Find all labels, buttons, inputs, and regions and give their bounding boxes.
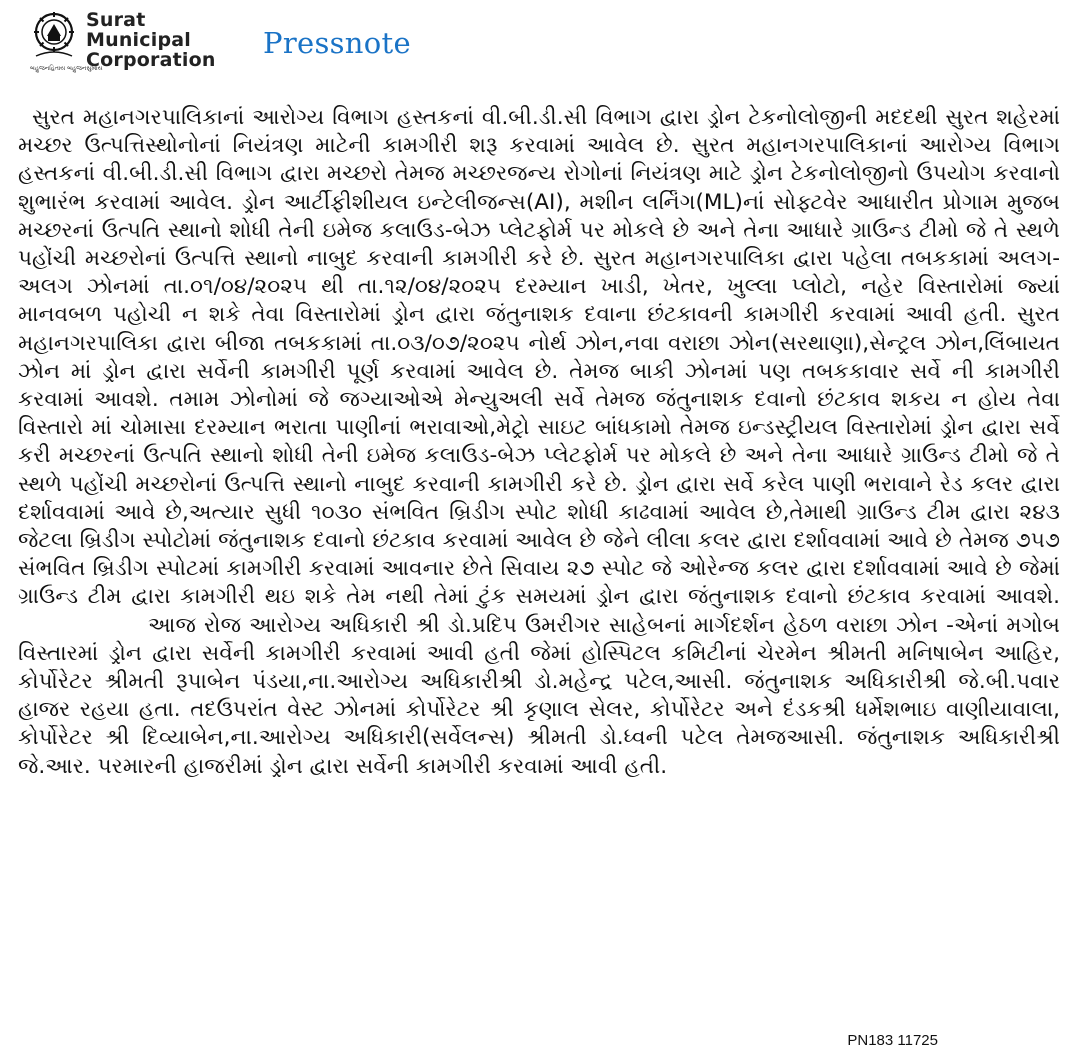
org-name [86,10,216,70]
press-release-body [18,104,1060,781]
body-part-2: આજ રોજ આરોગ્ય અધિકારી શ્રી ડો.પ્રદિપ ઉમરીગર સાહેબનાં માર્ગદર્શન હેઠળ વરાછા ઝોન -એનાં મગોબ વિસ્તારમાં ડ્રોન દ્વારા સર્વેની કામગીરી કરવામાં આવી હતી જેમાં હોસ્પિટલ કમિટીનાં ચેરમેન શ્રીમતી મનિષાબેન આહિર, કોર્પોરેટર શ્રીમતી રૂપાબેન પંડયા,ના.આરોગ્ય અધિકારીશ્રી ડો.મહેન્દ્ર પટેલ,આસી. જંતુનાશક અધિકારીશ્રી જે.બી.પવાર હાજર રહયા હતા. તદઉપરાંત વેસ્ટ ઝોનમાં કોર્પોરેટર શ્રી કૃણાલ સેલર, કોર્પોરેટર અને દંડકશ્રી ધર્મેશભાઇ વાણીયાવાલા, કોર્પોરેટર શ્રી દિવ્યાબેન,ના.આરોગ્ય અધિકારી(સર્વેલન્સ) શ્રીમતી ડો.ધ્વની પટેલ તેમજઆસી. જંતુનાશક અધિકારીશ્રી જે.આર. પરમારની હાજરીમાં ડ્રોન દ્વારા સર્વેની કામગીરી કરવામાં આવી હતી. [18,612,1060,779]
smc-logo [30,10,230,80]
org-name-line-2: Municipal [86,29,191,51]
body-part-1: સુરત મહાનગરપાલિકાનાં આરોગ્ય વિભાગ હસ્તકનાં વી.બી.ડી.સી વિભાગ દ્વારા ડ્રોન ટેકનોલોજીની મદદથી સુરત શહેરમાં મચ્છર ઉત્પત્તિસ્થોનોનાં નિયંત્રણ માટેની કામગીરી શરૂ કરવામાં આવેલ છે. સુરત મહાનગરપાલિકાનાં આરોગ્ય વિભાગ હસ્તકનાં વી.બી.ડી.સી વિભાગ દ્વારા મચ્છરો તેમજ મચ્છરજન્ય રોગોનાં નિયંત્રણ માટે ડ્રોન ટેકનોલોજીનો ઉપયોગ કરવાનો શુભારંભ કરવામાં આવેલ. ડ્રોન આર્ટીફીશીયલ ઇન્ટેલીજન્સ(AI), મશીન લર્નિંગ(ML)નાં સોફ્ટવેર આધારીત પ્રોગામ મુજબ મચ્છરનાં ઉત્પતિ સ્થાનો શોધી તેની ઇમેજ કલાઉડ-બેઝ પ્લેટફોર્મ પર મોકલે છે અને તેના આધારે ગ્રાઉન્ડ ટીમો જે તે સ્થળે પહોંચી મચ્છરોનાં ઉત્પત્તિ સ્થાનો નાબુદ કરવાની કામગીરી કરે છે. સુરત મહાનગરપાલિકા દ્વારા પહેલા તબકકામાં અલગ-અલગ ઝોનમાં તા.૦૧/૦૪/૨૦૨૫ થી તા.૧૨/૦૪/૨૦૨૫ દરમ્યાન ખાડી, ખેતર, ખુલ્લા પ્લોટો, નહેર વિસ્તારોમાં જ્યાં માનવબળ પહોચી ન શકે તેવા વિસ્તારોમાં ડ્રોન દ્વારા જંતુનાશક દવાના છંટકાવની કામગીરી કરવામાં આવી હતી. સુરત મહાનગરપાલિકા દ્વારા બીજા તબકકામાં તા.૦૩/૦૭/૨૦૨૫ નોર્થ ઝોન,નવા વરાછા ઝોન(સરથાણા),સેન્ટ્રલ ઝોન,લિંબાયત ઝોન માં ડ્રોન દ્વારા સર્વેની કામગીરી પૂર્ણ કરવામાં આવેલ છે. તેમજ બાકી ઝોનમાં પણ તબકકાવાર સર્વે ની કામગીરી કરવામાં આવશે. તમામ ઝોનોમાં જે જગ્યાઓએ મેન્યુઅલી સર્વે તેમજ જંતુનાશક દવાનો છંટકાવ શકય ન હોય તેવા વિસ્તારો માં ચોમાસા દરમ્યાન ભરાતા પાણીનાં ભરાવાઓ,મેટ્રો સાઇટ બાંધકામો તેમજ ઇન્ડસ્ટ્રીયલ વિસ્તારોમાં ડ્રોન દ્વારા સર્વે કરી મચ્છરનાં ઉત્પતિ સ્થાનો શોધી તેની ઇમેજ કલાઉડ-બેઝ પ્લેટફોર્મ પર મોકલે છે અને તેના આધારે ગ્રાઉન્ડ ટીમો જે તે સ્થળે પહોંચી મચ્છરોનાં ઉત્પત્તિ સ્થાનો નાબુદ કરવાની કામગીરી કરે છે. ડ્રોન દ્વારા સર્વે કરેલ પાણી ભરાવાને રેડ કલર દ્વારા દર્શાવવામાં આવે છે,અત્યાર સુધી ૧૦૩૦ સંભવિત બ્રિડીગ સ્પોટ શોધી કાઢવામાં આવેલ છે,તેમાથી ગ્રાઉન્ડ ટીમ દ્વારા ૨૪૩ જેટલા બ્રિડીગ સ્પોટોમાં જંતુનાશક દવાનો છંટકાવ કરવામાં આવેલ છે જેને લીલા કલર દ્વારા દર્શાવવામાં આવે છે તેમજ ૭૫૭ સંભવિત બ્રિડીગ સ્પોટમાં કામગીરી કરવામાં આવનાર છેતે સિવાય ૨૭ સ્પોટ જે ઓરેન્જ કલર દ્વારા દર્શાવવામાં આવે છે જેમાં ગ્રાઉન્ડ ટીમ દ્વારા કામગીરી થઇ શકે તેમ નથી તેમાં ટુંક સમયમાં ડ્રોન દ્વારા જંતુનાશક દવાનો છંટકાવ કરવામાં આવશે. [18,105,1060,610]
body-paragraph [18,104,1060,781]
press-note-reference: PN183 11725 [847,1032,938,1049]
page-title: Pressnote [263,26,411,60]
org-motto: બહુજનહિતાય બહુજનસુખાય [30,65,103,72]
smc-emblem-icon [30,10,78,62]
org-name-line-3: Corporation [86,49,216,71]
page-header [0,0,1068,100]
org-name-line-1: Surat [86,9,146,31]
